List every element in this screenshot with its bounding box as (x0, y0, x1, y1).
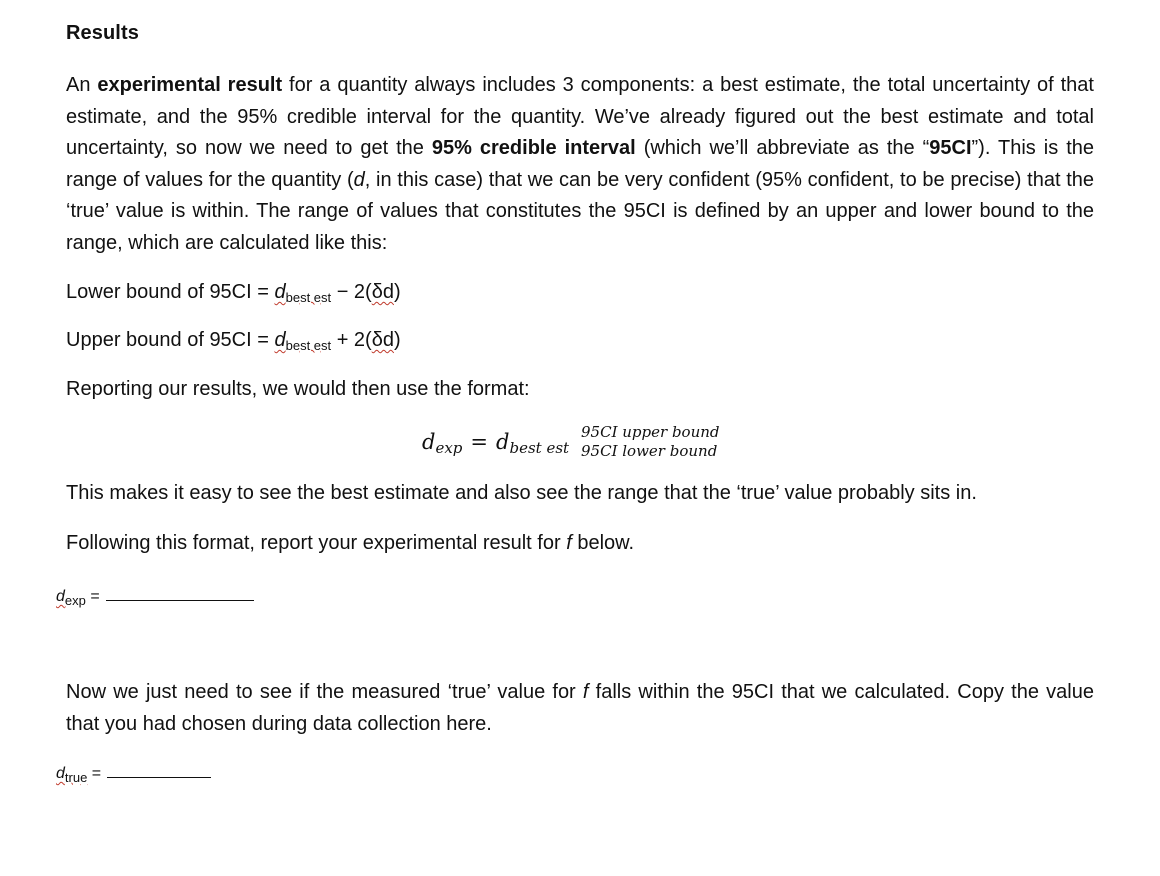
lower-bound-subscript: best est (285, 290, 332, 305)
upper-bound-subscript: best est (285, 338, 332, 353)
formula-main (422, 430, 569, 457)
answer-d-true-equals: = (87, 765, 102, 782)
formula-lower-bound: 95CI lower bound (581, 442, 718, 460)
p2-italic-f: f (582, 681, 589, 703)
intro-text-4: ”). This is the range of values for the quantity ( (66, 137, 1094, 191)
section-heading: Results (66, 22, 139, 44)
formula-bounds-stack (581, 423, 720, 461)
answer-d-true-subscript: true (64, 770, 88, 785)
formula-equals: = (470, 430, 489, 454)
p2-text-1: Now we just need to see if the measured ‘true’ value for (66, 681, 583, 703)
intro-bold-experimental-result: experimental result (97, 74, 283, 96)
lower-bound-d: d (274, 281, 286, 303)
answer-d-exp-subscript: exp (64, 593, 86, 608)
formula-lhs-d: d (422, 430, 436, 454)
upper-bound-delta-d: δd (371, 329, 394, 351)
intro-italic-d: d (353, 168, 365, 191)
intro-text-3: (which we’ll abbreviate as the “ (635, 137, 930, 160)
answer-d-true-blank[interactable] (107, 776, 211, 778)
upper-bound-close: ) (393, 329, 401, 351)
easy-to-see-line: This makes it easy to see the best estimate and also see the range that the ‘true’ value probably sits in. (66, 482, 977, 504)
report-format-line: Reporting our results, we would then use the format: (66, 378, 530, 400)
true-value-paragraph (66, 677, 1094, 740)
lower-bound-label: Lower bound of 95CI = (66, 281, 275, 303)
follow-text-2: below. (571, 532, 635, 554)
answer-d-exp-blank[interactable] (106, 599, 254, 601)
upper-bound-d: d (274, 329, 286, 351)
upper-bound-operator: + 2( (331, 329, 372, 351)
intro-text-5: , in this case) that we can be very confident (95% confident, to be precise) that the ‘true’ value is within. The range of values that constitutes the 95CI is defined by an upper and lower bound to the range, which are calculated like this: (66, 168, 1094, 254)
follow-text-1: Following this format, report your experimental result for (66, 532, 567, 554)
lower-bound-delta-d: δd (371, 281, 394, 303)
answer-d-exp-label (56, 588, 86, 608)
lower-bound-equation (66, 281, 401, 305)
intro-text-1: An (66, 74, 98, 96)
upper-bound-label: Upper bound of 95CI = (66, 329, 275, 351)
answer-d-true-label (56, 765, 88, 785)
lower-bound-d-best-est (274, 281, 331, 303)
intro-paragraph (66, 70, 1094, 260)
upper-bound-d-best-est (274, 329, 331, 351)
answer-d-true-d: d (56, 765, 65, 782)
answer-d-exp-d: d (56, 588, 65, 605)
formula-lhs-subscript: exp (435, 439, 463, 457)
formula-rhs-d: d (496, 430, 510, 454)
follow-italic-f: f (566, 532, 572, 554)
intro-text-2: for a quantity always includes 3 components: a best estimate, the total uncertainty of that estimate, and the 95% credible interval for the quantity. We’ve already figured out the best estimate and total uncertainty, so now we need to get the (66, 74, 1094, 160)
intro-bold-credible-interval: 95% credible interval (431, 137, 636, 160)
p2-text-2: falls within the 95CI that we calculated. Copy the value that you had chosen during data collection here. (66, 681, 1094, 735)
formula-upper-bound: 95CI upper bound (581, 423, 720, 441)
upper-bound-equation (66, 329, 401, 353)
intro-bold-95ci: 95CI (929, 137, 972, 160)
answer-d-true (56, 765, 211, 785)
answer-d-exp (56, 588, 254, 608)
answer-d-exp-equals: = (85, 588, 100, 605)
lower-bound-close: ) (393, 281, 401, 303)
lower-bound-operator: − 2( (331, 281, 372, 303)
formula-rhs-subscript: best est (509, 439, 570, 457)
follow-format-line (66, 532, 634, 555)
